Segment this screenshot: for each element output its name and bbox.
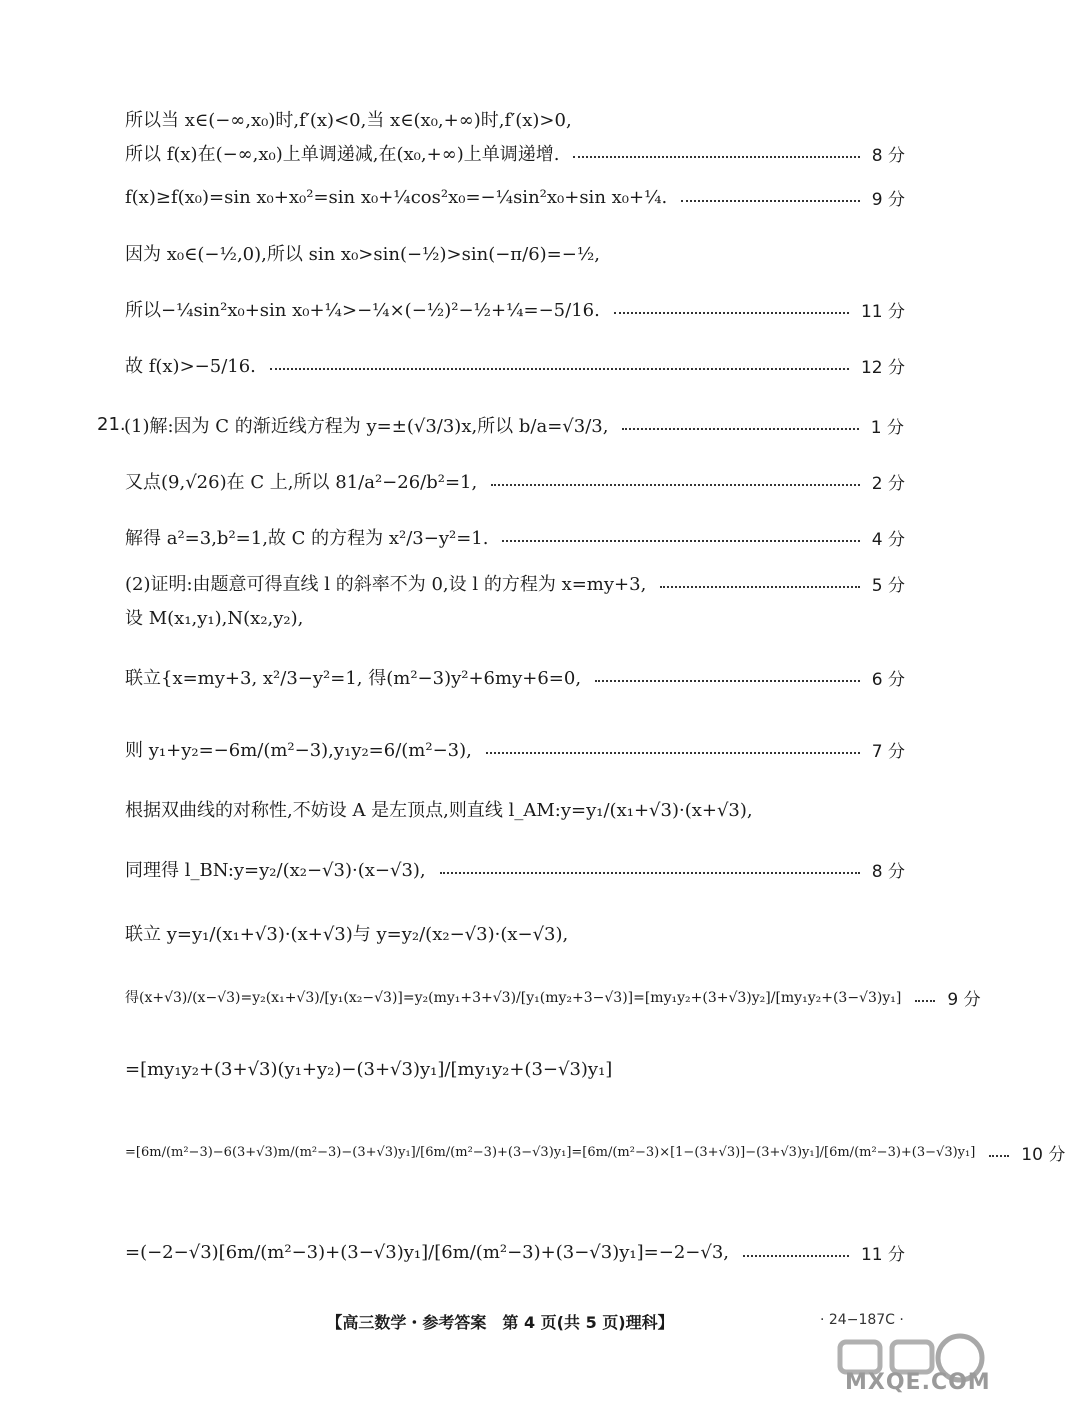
line-text: 设 M(x₁,y₁),N(x₂,y₂), — [125, 608, 304, 629]
answer-line — [125, 237, 905, 269]
line-text: 根据双曲线的对称性,不妨设 A 是左顶点,则直线 l_AM:y=y₁/(x₁+√3)·(x+√3), — [125, 800, 753, 821]
answer-line — [125, 293, 905, 325]
line-text: =(−2−√3)[6m/(m²−3)+(3−√3)y₁]/[6m/(m²−3)+(3−√3)y₁]=−2−√3, — [125, 1241, 729, 1263]
leader-dots — [502, 540, 859, 542]
line-text: 所以−¼sin²x₀+sin x₀+¼>−¼×(−½)²−½+¼=−5/16. — [125, 300, 600, 321]
answer-line — [125, 103, 905, 135]
score-label: 11 分 — [860, 1244, 905, 1265]
line-text: =[my₁y₂+(3+√3)(y₁+y₂)−(3+√3)y₁]/[my₁y₂+(3−√3)y₁] — [125, 1058, 613, 1080]
answer-line — [125, 465, 905, 497]
page-footer: 【高三数学・参考答案 第 4 页(共 5 页)理科】 — [326, 1313, 674, 1332]
score-label: 7 分 — [871, 741, 905, 762]
score-label: 10 分 — [1021, 1144, 1065, 1165]
line-text: 联立{x=my+3, x²/3−y²=1, 得(m²−3)y²+6my+6=0, — [125, 668, 582, 689]
score-label: 6 分 — [871, 669, 905, 690]
line-text: 联立 y=y₁/(x₁+√3)·(x+√3)与 y=y₂/(x₂−√3)·(x−√3), — [125, 924, 569, 945]
line-text: 故 f(x)>−5/16. — [125, 356, 256, 377]
leader-dots — [440, 872, 860, 874]
score-label: 5 分 — [871, 575, 905, 596]
leader-dots — [681, 200, 860, 202]
leader-dots — [989, 1155, 1009, 1157]
score-label: 1 分 — [870, 417, 904, 438]
answer-line — [125, 567, 905, 599]
score-label: 11 分 — [860, 301, 905, 322]
score-label: 9 分 — [871, 189, 905, 210]
line-text: 所以当 x∈(−∞,x₀)时,f′(x)<0,当 x∈(x₀,+∞)时,f′(x)>0, — [125, 110, 572, 131]
answer-line — [125, 181, 905, 213]
leader-dots — [743, 1255, 849, 1257]
answer-line — [125, 1053, 905, 1085]
leader-dots — [614, 312, 849, 314]
line-text: 所以 f(x)在(−∞,x₀)上单调递减,在(x₀,+∞)上单调递增. — [125, 144, 560, 165]
score-label: 12 分 — [860, 357, 905, 378]
leader-dots — [915, 1000, 935, 1002]
answer-line — [125, 1236, 905, 1268]
leader-dots — [573, 156, 859, 158]
leader-dots — [491, 484, 860, 486]
line-text: 解得 a²=3,b²=1,故 C 的方程为 x²/3−y²=1. — [125, 528, 489, 549]
leader-dots — [660, 586, 859, 588]
score-label: 9 分 — [947, 989, 981, 1010]
answer-line — [125, 917, 905, 949]
line-text: 又点(9,√26)在 C 上,所以 81/a²−26/b²=1, — [125, 472, 478, 493]
watermark-text: MXQE.COM — [845, 1370, 991, 1395]
answer-line — [125, 981, 981, 1013]
answer-line — [125, 349, 905, 381]
answer-line — [125, 733, 905, 765]
line-text: f(x)≥f(x₀)=sin x₀+x₀²=sin x₀+¼cos²x₀=−¼sin²x₀+sin x₀+¼. — [125, 186, 668, 208]
score-label: 8 分 — [871, 145, 905, 166]
leader-dots — [622, 428, 858, 430]
leader-dots — [486, 752, 860, 754]
leader-dots — [270, 368, 849, 370]
answer-line — [125, 853, 905, 885]
answer-line — [125, 661, 905, 693]
answer-line — [125, 1136, 1065, 1168]
line-text: (2)证明:由题意可得直线 l 的斜率不为 0,设 l 的方程为 x=my+3, — [125, 574, 647, 595]
score-label: 2 分 — [871, 473, 905, 494]
leader-dots — [595, 680, 860, 682]
line-text: =[6m/(m²−3)−6(3+√3)m/(m²−3)−(3+√3)y₁]/[6m/(m²−3)+(3−√3)y₁]=[6m/(m²−3)×[1−(3+√3)]−(3+√3)y₁]/[6m/(m²−3)+(3−√3)y₁] — [125, 1144, 976, 1160]
answer-line — [125, 793, 905, 825]
line-text: (1)解:因为 C 的渐近线方程为 y=±(√3/3)x,所以 b/a=√3/3, — [124, 416, 609, 437]
document-code: · 24−187C · — [820, 1312, 904, 1328]
line-text: 因为 x₀∈(−½,0),所以 sin x₀>sin(−½)>sin(−π/6)=−½, — [125, 244, 600, 265]
score-label: 4 分 — [871, 529, 905, 550]
question-number: 21. — [97, 414, 126, 435]
answer-line — [125, 601, 905, 633]
line-text: 则 y₁+y₂=−6m/(m²−3),y₁y₂=6/(m²−3), — [125, 740, 472, 761]
answer-line — [125, 521, 905, 553]
answer-line — [124, 409, 904, 441]
answer-line — [125, 137, 905, 169]
score-label: 8 分 — [871, 861, 905, 882]
line-text: 同理得 l_BN:y=y₂/(x₂−√3)·(x−√3), — [125, 860, 426, 881]
line-text: 得(x+√3)/(x−√3)=y₂(x₁+√3)/[y₁(x₂−√3)]=y₂(my₁+3+√3)/[y₁(my₂+3−√3)]=[my₁y₂+(3+√3)y₂]/[my₁y₂+(3−√3)y₁] — [125, 990, 902, 1006]
